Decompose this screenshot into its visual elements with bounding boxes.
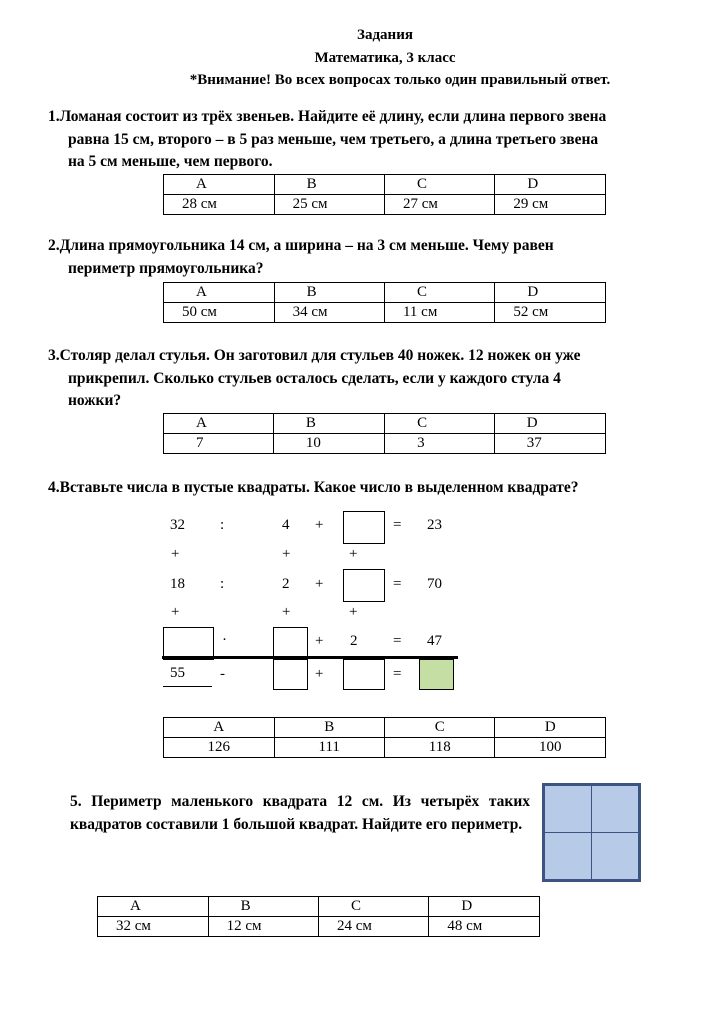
- puzzle-empty-box[interactable]: [343, 511, 385, 544]
- answer-option-c[interactable]: 3: [385, 434, 495, 454]
- puzzle-number: 4: [282, 517, 290, 533]
- four-squares-figure: [542, 783, 641, 882]
- answer-option-c[interactable]: 11 см: [384, 303, 494, 323]
- small-square: [591, 785, 639, 833]
- puzzle-result: 23: [427, 517, 442, 533]
- answer-letter-a: A: [164, 718, 275, 738]
- answer-option-b[interactable]: 34 см: [274, 303, 384, 323]
- answer-letter-c: C: [384, 283, 494, 303]
- answer-letter-c: C: [384, 718, 494, 738]
- answer-option-b[interactable]: 111: [274, 738, 384, 758]
- puzzle-operator: +: [315, 666, 324, 682]
- small-square: [544, 832, 592, 880]
- answer-option-b[interactable]: 12 см: [208, 917, 318, 937]
- puzzle-operator: :: [220, 576, 225, 592]
- answer-option-d[interactable]: 37: [494, 434, 605, 454]
- question-2-text: [48, 235, 554, 280]
- question-1-text: [48, 106, 606, 174]
- answer-option-a[interactable]: 50 см: [164, 303, 275, 323]
- question-line: равна 15 см, второго – в 5 раз меньше, чем третьего, а длина третьего звена: [68, 130, 599, 148]
- answer-option-b[interactable]: 25 см: [274, 195, 384, 215]
- puzzle-equals: =: [393, 576, 402, 592]
- answer-letter-c: C: [318, 897, 428, 917]
- puzzle-operator: -: [220, 666, 225, 682]
- answer-letter-a: A: [164, 283, 275, 303]
- answer-letter-d: D: [495, 175, 606, 195]
- puzzle-highlighted-box[interactable]: [419, 659, 454, 690]
- small-square: [544, 785, 592, 833]
- answer-letter-d: D: [495, 283, 606, 303]
- question-5-answers: [97, 896, 540, 937]
- answer-letter-b: B: [274, 718, 384, 738]
- puzzle-number: 2: [350, 633, 358, 649]
- puzzle-result: 47: [427, 633, 442, 649]
- answer-option-d[interactable]: 48 см: [429, 917, 540, 937]
- answer-option-a[interactable]: 126: [164, 738, 275, 758]
- question-line: на 5 см меньше, чем первого.: [68, 153, 273, 170]
- puzzle-operator: +: [282, 546, 291, 562]
- answer-option-a[interactable]: 32 см: [98, 917, 209, 937]
- question-4-text: [48, 477, 579, 500]
- question-4-answers: [163, 717, 606, 758]
- answer-option-d[interactable]: 100: [495, 738, 606, 758]
- puzzle-operator: ·: [222, 632, 227, 648]
- puzzle-sum-line: [162, 656, 458, 659]
- question-line: 3.Столяр делал стулья. Он заготовил для стульев 40 ножек. 12 ножек он уже: [48, 347, 581, 364]
- header-notice: *Внимание! Во всех вопросах только один правильный ответ.: [189, 72, 611, 88]
- answer-letter-d: D: [429, 897, 540, 917]
- puzzle-empty-box[interactable]: [343, 659, 385, 690]
- puzzle-operator: +: [171, 604, 180, 620]
- question-1-answers: [163, 174, 606, 215]
- answer-letter-d: D: [495, 718, 606, 738]
- puzzle-operator: +: [315, 517, 324, 533]
- answer-option-d[interactable]: 52 см: [495, 303, 606, 323]
- answer-letter-a: A: [98, 897, 209, 917]
- answer-option-c[interactable]: 27 см: [384, 195, 494, 215]
- answer-option-a[interactable]: 7: [164, 434, 274, 454]
- question-5-text: 5. Периметр маленького квадрата 12 см. Из четырёх таких квадратов составили 1 большой квадрат. Найдите его периметр.: [70, 793, 530, 833]
- answer-option-c[interactable]: 24 см: [318, 917, 428, 937]
- puzzle-empty-box[interactable]: [343, 569, 385, 602]
- puzzle-underline: [163, 686, 212, 687]
- puzzle-result: 70: [427, 576, 442, 592]
- question-3-text: [48, 345, 581, 413]
- question-3-answers: [163, 413, 606, 454]
- small-square: [591, 832, 639, 880]
- question-line: 4.Вставьте числа в пустые квадраты. Какое число в выделенном квадрате?: [48, 479, 579, 496]
- question-line: 1.Ломаная состоит из трёх звеньев. Найдите её длину, если длина первого звена: [48, 108, 607, 125]
- answer-option-d[interactable]: 29 см: [495, 195, 606, 215]
- header-subject: Математика, 3 класс: [314, 50, 456, 66]
- answer-letter-b: B: [208, 897, 318, 917]
- puzzle-operator: +: [171, 546, 180, 562]
- puzzle-equals: =: [393, 517, 402, 533]
- puzzle-operator: +: [315, 633, 324, 649]
- question-2-answers: [163, 282, 606, 323]
- question-line: прикрепил. Сколько стульев осталось сделать, если у каждого стула 4: [68, 369, 561, 387]
- puzzle-equals: =: [393, 633, 402, 649]
- puzzle-number: 18: [170, 576, 185, 592]
- puzzle-equals: =: [393, 666, 402, 682]
- answer-letter-c: C: [385, 414, 495, 434]
- puzzle-operator: +: [349, 604, 358, 620]
- puzzle-operator: :: [220, 517, 225, 533]
- answer-letter-a: A: [164, 414, 274, 434]
- puzzle-operator: +: [349, 546, 358, 562]
- answer-letter-d: D: [494, 414, 605, 434]
- answer-option-c[interactable]: 118: [384, 738, 494, 758]
- answer-letter-b: B: [274, 283, 384, 303]
- puzzle-empty-box[interactable]: [273, 659, 308, 690]
- answer-letter-c: C: [384, 175, 494, 195]
- answer-option-a[interactable]: 28 см: [164, 195, 275, 215]
- answer-letter-b: B: [274, 175, 384, 195]
- puzzle-operator: +: [282, 604, 291, 620]
- question-line: 2.Длина прямоугольника 14 см, а ширина – на 3 см меньше. Чему равен: [48, 237, 554, 254]
- puzzle-number: 2: [282, 576, 290, 592]
- answer-letter-b: B: [273, 414, 384, 434]
- question-line: периметр прямоугольника?: [68, 259, 264, 277]
- question-line: ножки?: [68, 392, 122, 409]
- answer-letter-a: A: [164, 175, 275, 195]
- header-title: Задания: [357, 27, 413, 43]
- puzzle-number: 32: [170, 517, 185, 533]
- puzzle-number: 55: [170, 665, 185, 681]
- puzzle-operator: +: [315, 576, 324, 592]
- answer-option-b[interactable]: 10: [273, 434, 384, 454]
